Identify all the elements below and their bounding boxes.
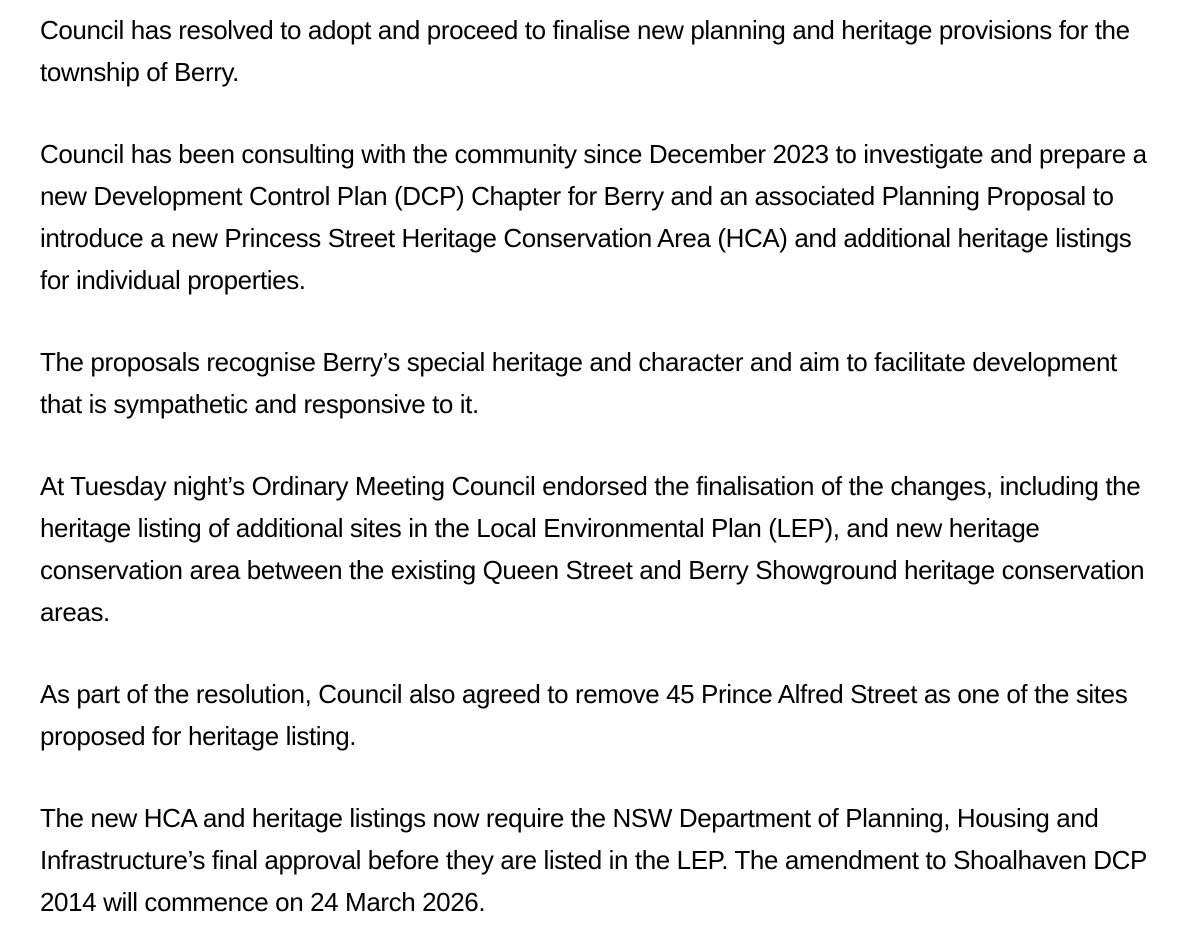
paragraph-meeting-endorsement: At Tuesday night’s Ordinary Meeting Council endorsed the finalisation of the changes, including the heritage listing of additional sites in the Local Environmental Plan (LEP), and new heritage conservation area between the existing Queen Street and Berry Showground heritage conservation areas.	[40, 471, 1145, 627]
paragraph-proposal-aims: The proposals recognise Berry’s special heritage and character and aim to facilitate development that is sympathetic and responsive to it.	[40, 347, 1117, 419]
paragraph-consultation-history: Council has been consulting with the community since December 2023 to investigate and prepare a new Development Control Plan (DCP) Chapter for Berry and an associated Planning Proposal to introduce a new Princess Street Heritage Conservation Area (HCA) and additional heritage listings for individual properties.	[40, 139, 1147, 295]
paragraph-site-removal: As part of the resolution, Council also agreed to remove 45 Prince Alfred Street as one of the sites proposed for heritage listing.	[40, 679, 1128, 751]
paragraph-approval-next-steps: The new HCA and heritage listings now require the NSW Department of Planning, Housing and Infrastructure’s final approval before they are listed in the LEP. The amendment to Shoalhaven DCP 2014 will commence on 24 March 2026.	[40, 803, 1147, 917]
paragraph-resolution-intro: Council has resolved to adopt and proceed to finalise new planning and heritage provisions for the township of Berry.	[40, 15, 1130, 87]
